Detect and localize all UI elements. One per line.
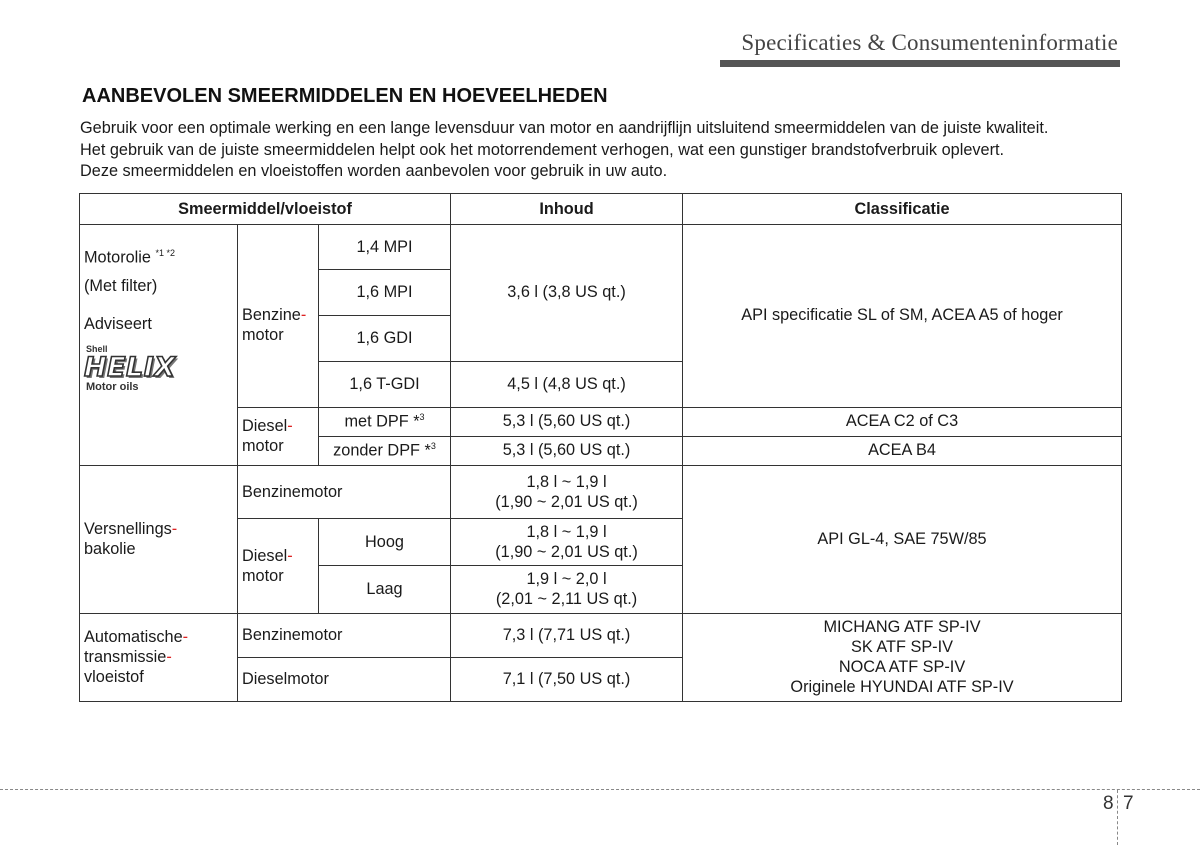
atf-spec: NOCA ATF SP-IV [838,658,966,677]
petrol-engine-group [238,225,319,408]
manual-trans-diesel-high: Hoog [319,519,451,566]
diesel-with-dpf-label: met DPF * [344,412,420,431]
engine-oil-footnote: *1 *2 [155,248,176,259]
engine-1-6-mpi: 1,6 MPI [319,270,451,316]
manual-trans-diesel-high-capacity [451,519,683,566]
manual-trans-petrol: Benzinemotor [238,466,451,519]
hyphen-mark: - [300,305,307,324]
capacity-line: 1,9 l ~ 2,0 l [526,570,607,589]
tgdi-capacity: 4,5 l (4,8 US qt.) [451,361,683,407]
diesel-without-dpf-label: zonder DPF * [333,441,431,460]
header-lubricant: Smeermiddel/vloeistof [80,194,451,225]
auto-trans-diesel-capacity: 7,1 l (7,50 US qt.) [451,657,683,701]
diesel-with-dpf-classification: ACEA C2 of C3 [683,407,1122,436]
diesel-without-dpf-footnote: 3 [430,441,436,452]
auto-trans-line3: vloeistof [84,668,144,687]
auto-trans-diesel: Dieselmotor [238,657,451,701]
logo-name: HELIX [84,351,176,383]
diesel-label-part2: motor [242,566,284,585]
atf-spec: SK ATF SP-IV [851,638,953,657]
page-number: 7 [1123,793,1134,814]
diesel-without-dpf-classification: ACEA B4 [683,436,1122,465]
engine-oil-filter: (Met filter) [84,276,158,295]
table-row [80,466,1122,519]
manual-trans-label-part1: Versnellings [84,520,172,539]
auto-trans-cell [80,613,238,701]
atf-spec: Originele HYUNDAI ATF SP-IV [790,678,1014,697]
shell-helix-logo [84,344,202,394]
capacity-line: (1,90 ~ 2,01 US qt.) [495,543,638,562]
manual-trans-petrol-capacity [451,466,683,519]
intro-line-2: Het gebruik van de juiste smeermiddelen helpt ook het motorrendement verhogen, wat een gunstiger brandstofverbruik oplevert. [80,140,1005,159]
capacity-line: (2,01 ~ 2,11 US qt.) [495,590,638,609]
engine-1-6-gdi: 1,6 GDI [319,316,451,361]
manual-trans-diesel-low-capacity [451,566,683,613]
engine-1-4-mpi: 1,4 MPI [319,225,451,270]
hyphen-mark: - [287,546,293,565]
petrol-label-part1: Benzine [242,305,301,324]
hyphen-mark: - [166,648,172,667]
engine-1-6-tgdi: 1,6 T-GDI [319,361,451,407]
header-capacity: Inhoud [451,194,683,225]
capacity-line: 1,8 l ~ 1,9 l [526,473,607,492]
lubricant-table [79,193,1122,702]
manual-trans-label-part2: bakolie [84,540,136,559]
table-header-row [80,194,1122,225]
auto-trans-petrol-capacity: 7,3 l (7,71 US qt.) [451,613,683,657]
manual-trans-classification: API GL-4, SAE 75W/85 [683,466,1122,614]
intro-paragraph [80,118,1130,183]
diesel-with-dpf-capacity: 5,3 l (5,60 US qt.) [451,407,683,436]
manual-trans-diesel-group [238,519,319,613]
hyphen-mark: - [171,520,178,539]
auto-trans-petrol: Benzinemotor [238,613,451,657]
engine-oil-advised: Adviseert [84,314,152,333]
petrol-shared-capacity: 3,6 l (3,8 US qt.) [451,225,683,362]
petrol-oil-classification: API specificatie SL of SM, ACEA A5 of hoger [683,225,1122,408]
manual-trans-diesel-low: Laag [319,566,451,613]
diesel-with-dpf-footnote: 3 [419,412,425,423]
manual-trans-cell [80,466,238,614]
diesel-without-dpf-capacity: 5,3 l (5,60 US qt.) [451,436,683,465]
diesel-engine-group [238,407,319,465]
auto-trans-classification [683,613,1122,701]
capacity-line: (1,90 ~ 2,01 US qt.) [495,493,638,512]
page-title: AANBEVOLEN SMEERMIDDELEN EN HOEVEELHEDEN [82,85,608,107]
intro-line-1: Gebruik voor een optimale werking en een lange levensduur van motor en aandrijflijn uitsluitend smeermiddelen van de juiste kwaliteit. [80,119,1049,137]
header-classification: Classificatie [683,194,1122,225]
diesel-label-part2: motor [242,437,284,456]
chapter-number: 8 [1103,793,1114,814]
diesel-label-part1: Diesel [242,546,288,565]
auto-trans-line1: Automatische [84,628,183,647]
diesel-with-dpf [319,407,451,436]
diesel-without-dpf [319,436,451,465]
diesel-label-part1: Diesel [242,417,288,436]
page-number-divider [1117,790,1118,845]
logo-brand: Shell [86,343,108,354]
table-row [80,613,1122,657]
petrol-label-part2: motor [242,325,284,344]
hyphen-mark: - [182,628,189,647]
capacity-line: 1,8 l ~ 1,9 l [526,523,607,542]
section-header-bar [720,60,1120,67]
hyphen-mark: - [287,417,293,436]
engine-oil-label: Motorolie [84,248,151,267]
section-header-title: Specificaties & Consumenteninformatie [741,30,1118,55]
atf-spec: MICHANG ATF SP-IV [823,618,981,637]
engine-oil-cell [80,225,238,466]
logo-tagline: Motor oils [86,380,139,393]
auto-trans-line2: transmissie [84,648,167,667]
footer-divider [0,789,1200,790]
intro-line-3: Deze smeermiddelen en vloeistoffen worden aanbevolen voor gebruik in uw auto. [80,162,668,180]
table-row [80,225,1122,270]
